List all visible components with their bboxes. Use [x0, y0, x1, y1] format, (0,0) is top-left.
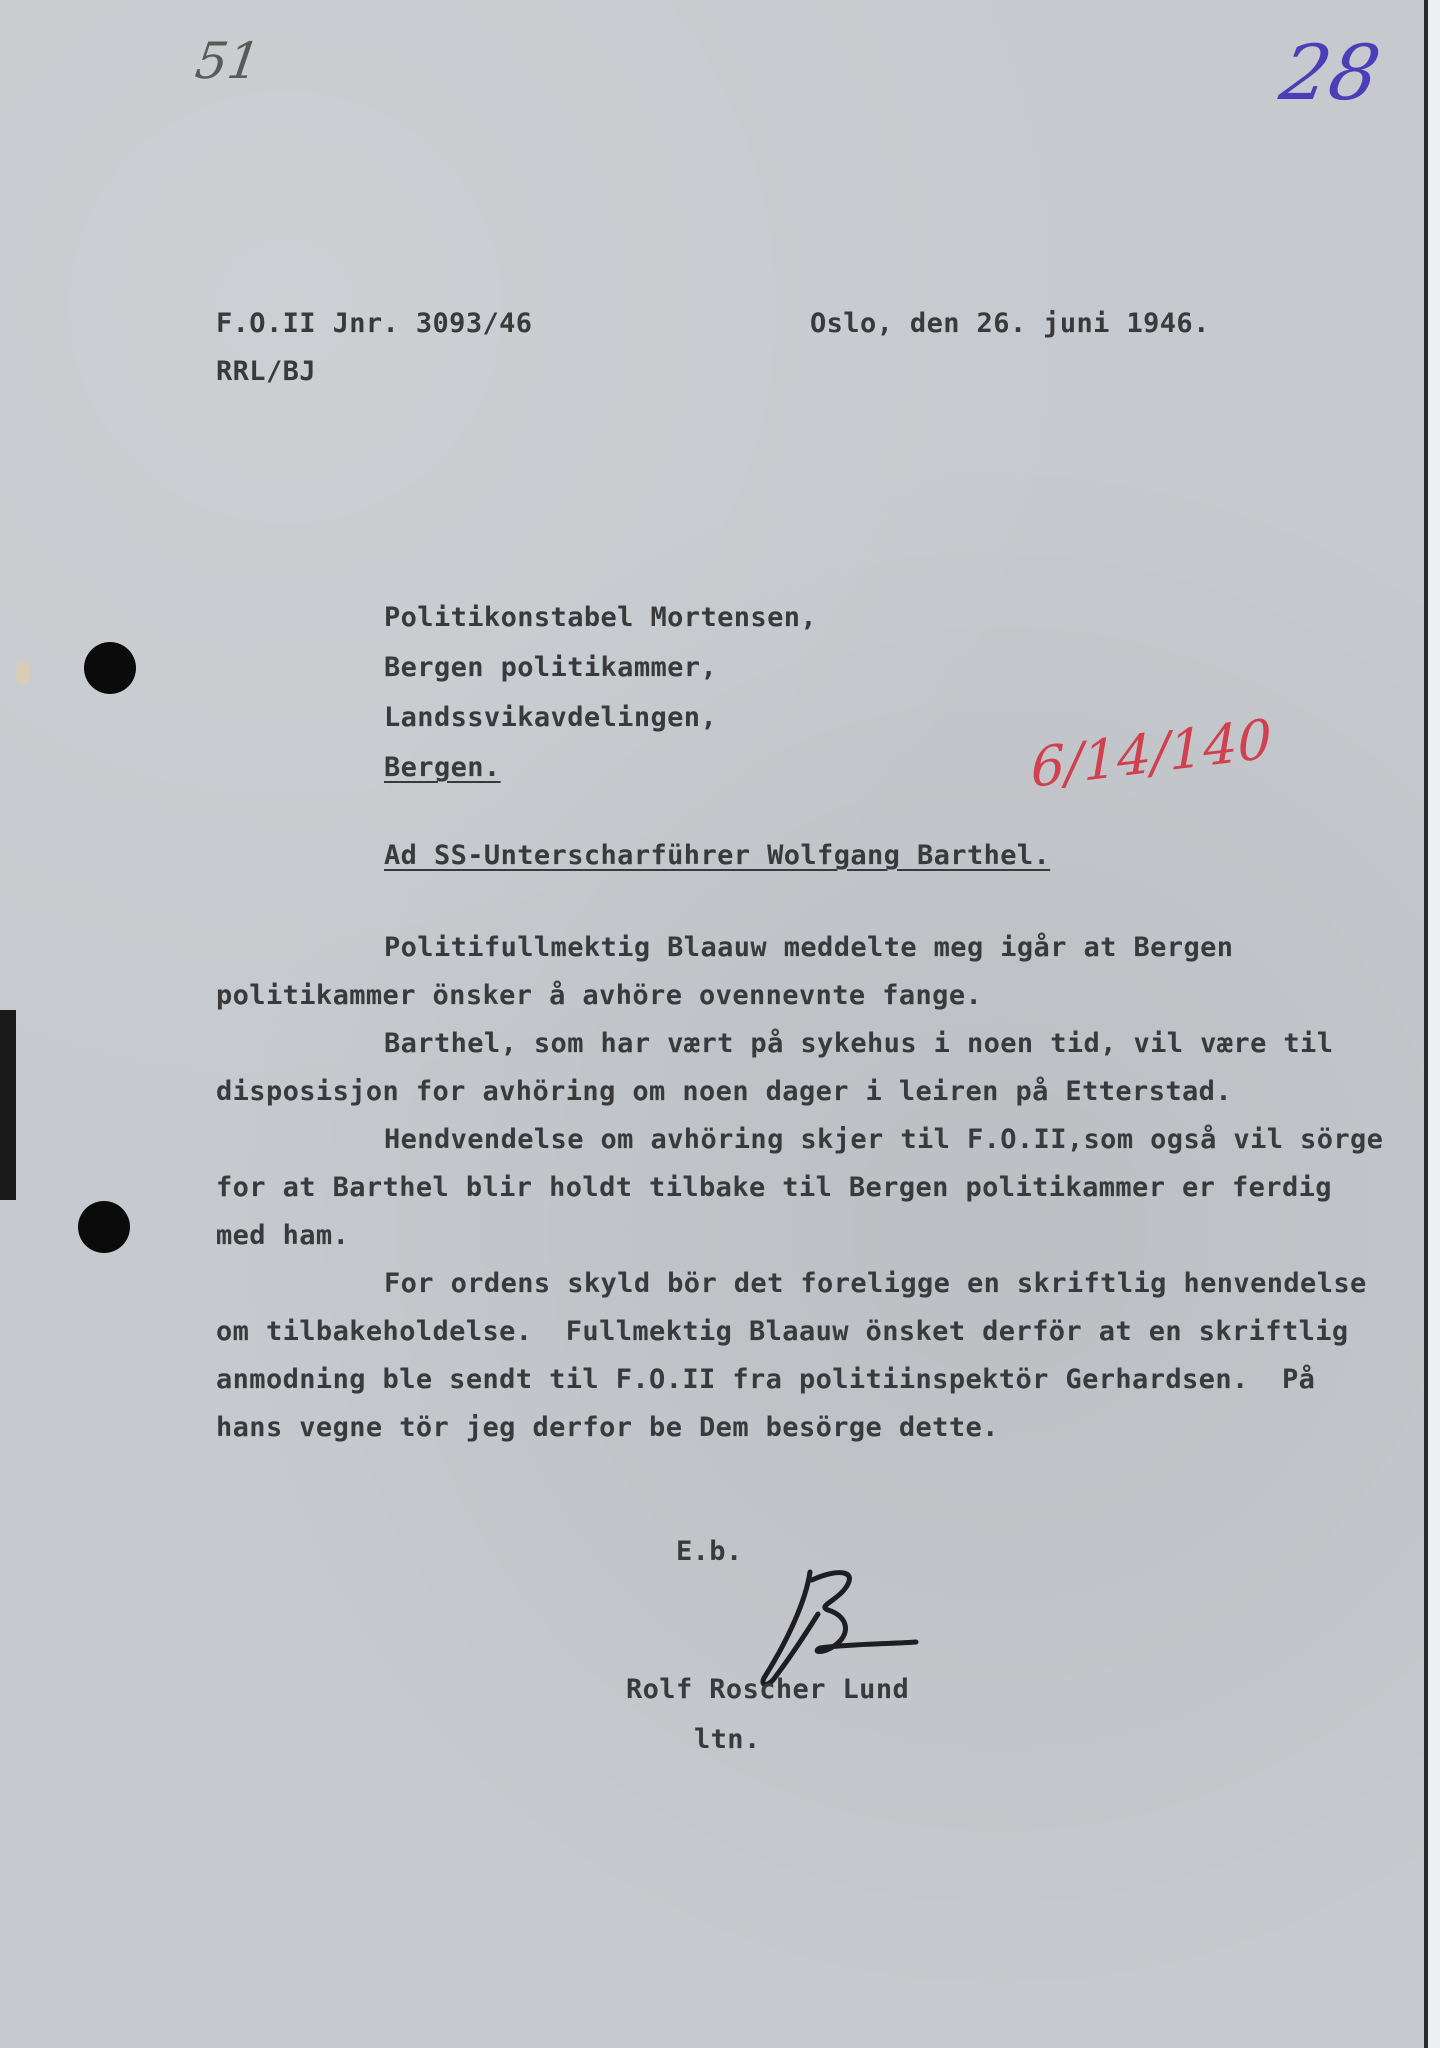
subject-line: Ad SS-Unterscharführer Wolfgang Barthel.	[384, 840, 1051, 871]
recipient-line-4: Bergen.	[384, 752, 501, 783]
closing-eb: E.b.	[676, 1536, 743, 1567]
body-line-9: om tilbakeholdelse. Fullmektig Blaauw önsket derför at en skriftlig	[216, 1316, 1349, 1347]
pencil-annotation: 51	[191, 32, 264, 90]
body-line-3: Barthel, som har vært på sykehus i noen tid, vil være til	[384, 1028, 1334, 1059]
body-line-11: hans vegne tör jeg derfor be Dem besörge dette.	[216, 1412, 999, 1443]
body-line-1: Politifullmektig Blaauw meddelte meg igår at Bergen	[384, 932, 1234, 963]
body-line-2: politikammer önsker å avhöre ovennevnte fange.	[216, 980, 983, 1011]
punch-hole-top	[84, 642, 136, 694]
torn-edge	[0, 1010, 16, 1200]
scan-edge	[1428, 0, 1440, 2048]
body-line-4: disposisjon for avhöring om noen dager i leiren på Etterstad.	[216, 1076, 1232, 1107]
signatory-rank: ltn.	[694, 1724, 761, 1755]
body-line-8: For ordens skyld bör det foreligge en skriftlig henvendelse	[384, 1268, 1367, 1299]
place-date: Oslo, den 26. juni 1946.	[810, 308, 1210, 339]
recipient-line-2: Bergen politikammer,	[384, 652, 718, 683]
body-line-5: Hendvendelse om avhöring skjer til F.O.II,som også vil sörge	[384, 1124, 1384, 1155]
blue-page-number: 28	[1274, 28, 1387, 117]
punch-hole-bottom	[78, 1201, 130, 1253]
body-line-7: med ham.	[216, 1220, 350, 1251]
signatory-name: Rolf Roscher Lund	[626, 1674, 910, 1705]
initials: RRL/BJ	[216, 356, 316, 387]
paper-stain	[16, 662, 30, 684]
body-line-10: anmodning ble sendt til F.O.II fra politiinspektör Gerhardsen. På	[216, 1364, 1316, 1395]
body-line-6: for at Barthel blir holdt tilbake til Bergen politikammer er ferdig	[216, 1172, 1332, 1203]
journal-reference: F.O.II Jnr. 3093/46	[216, 308, 533, 339]
red-archive-number: 6/14/140	[1030, 707, 1273, 800]
recipient-line-3: Landssvikavdelingen,	[384, 702, 718, 733]
recipient-line-1: Politikonstabel Mortensen,	[384, 602, 818, 633]
